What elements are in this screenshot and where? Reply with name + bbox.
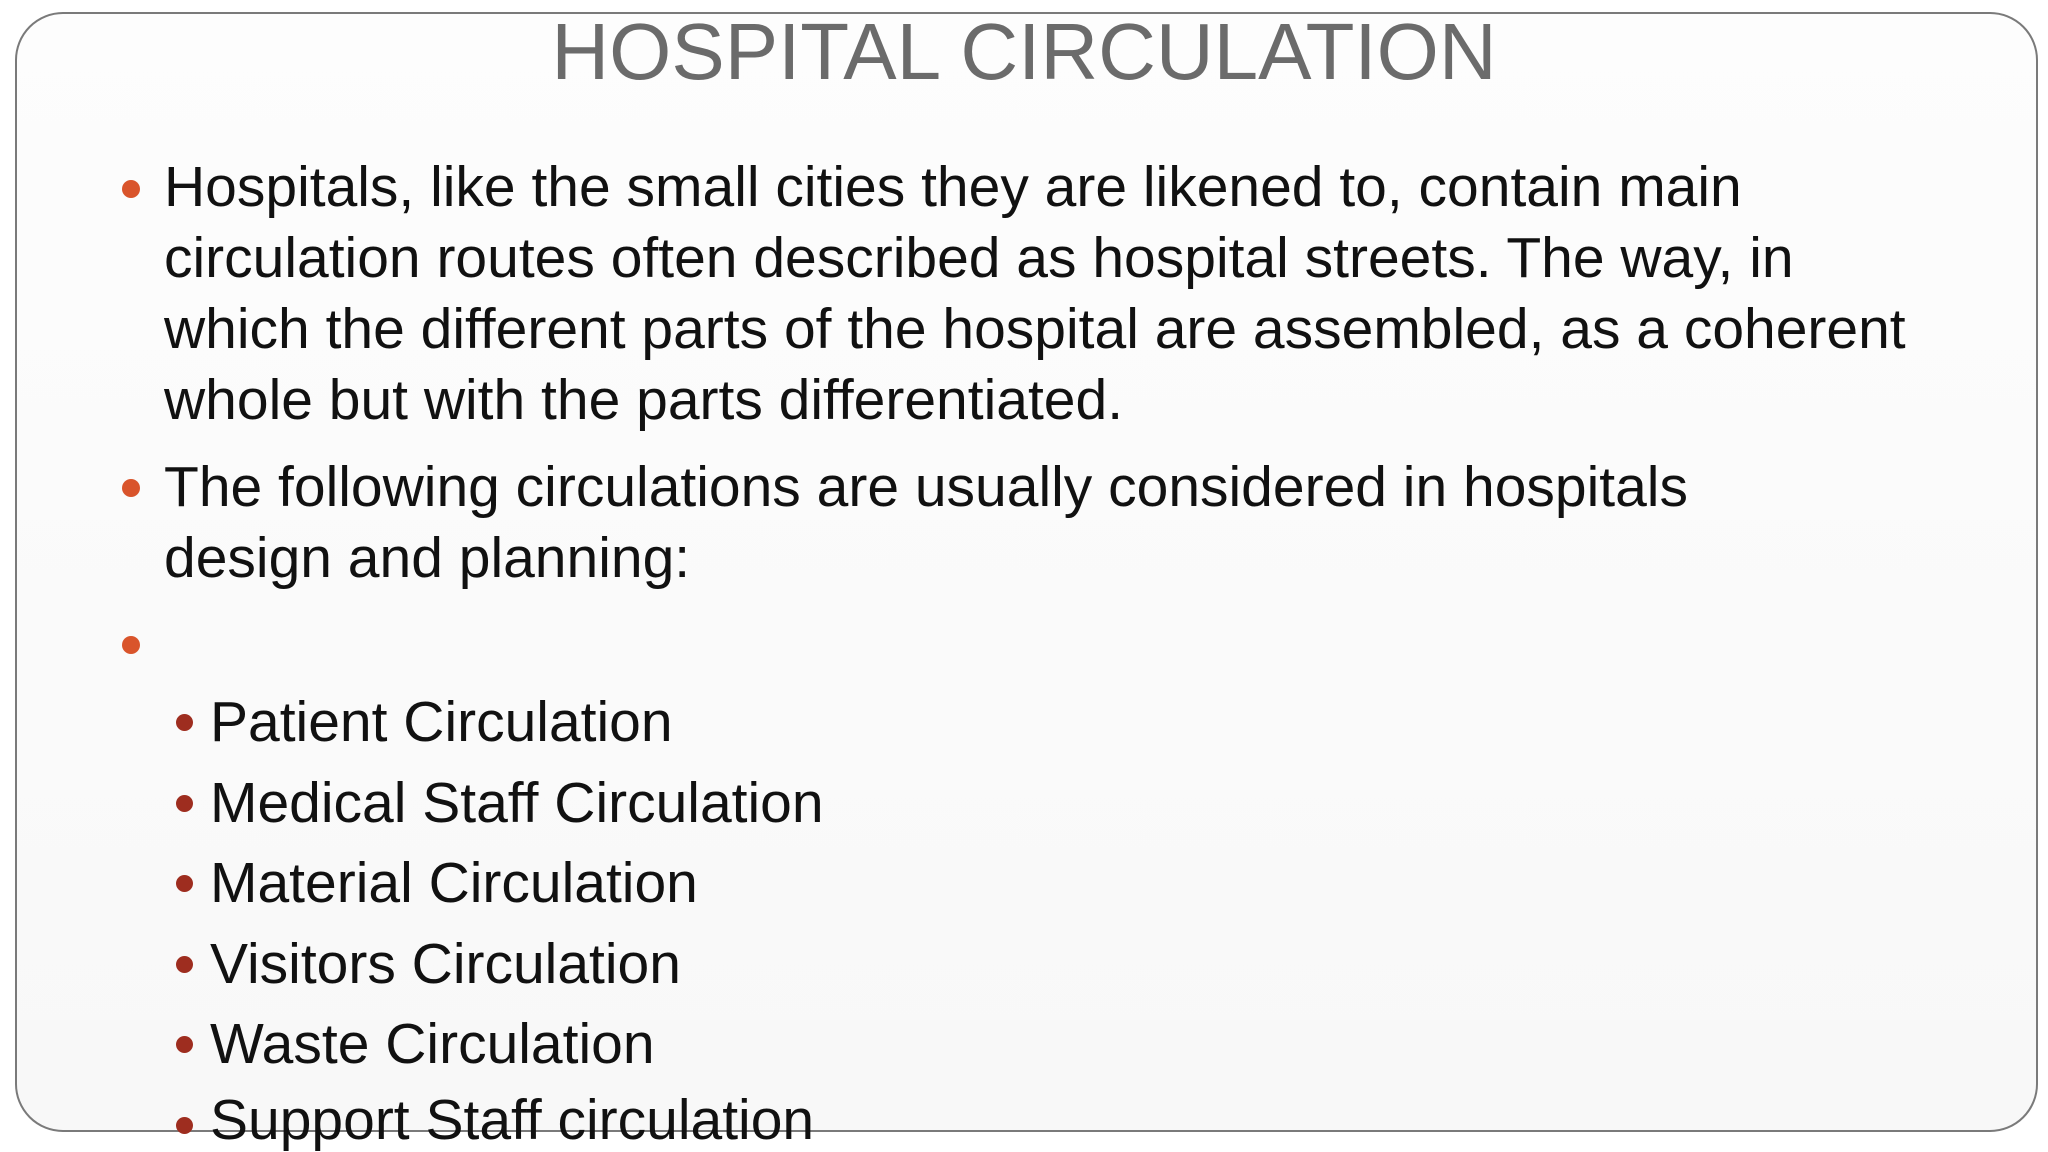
- sub-bullet-waste: Waste Circulation: [210, 1012, 655, 1076]
- sub-bullet-icon: [176, 956, 193, 973]
- bullet-icon: [122, 636, 140, 654]
- sub-bullet-icon: [176, 714, 193, 731]
- sub-bullet-support-staff: Support Staff circulation: [210, 1088, 815, 1152]
- sub-bullet-material: Material Circulation: [210, 851, 698, 915]
- sub-bullet-medical-staff: Medical Staff Circulation: [210, 771, 824, 835]
- sub-bullet-icon: [176, 1036, 193, 1053]
- bullet-text-2: The following circulations are usually considered in hospitals design and planning:: [164, 455, 1688, 590]
- sub-bullet-visitors: Visitors Circulation: [210, 932, 681, 996]
- sub-bullet-icon: [176, 1117, 193, 1134]
- sub-bullet-icon: [176, 795, 193, 812]
- sub-bullet-patient: Patient Circulation: [210, 690, 673, 754]
- slide-title: HOSPITAL CIRCULATION: [551, 7, 1497, 96]
- sub-bullet-icon: [176, 875, 193, 892]
- bullet-text-1: Hospitals, like the small cities they are likened to, contain main circulation routes often described as hospital streets. The way, in which the different parts of the hospital are assembled, as a coherent whole but with the parts differentiated.: [164, 155, 1906, 432]
- bullet-icon: [122, 479, 140, 497]
- bullet-icon: [122, 180, 140, 198]
